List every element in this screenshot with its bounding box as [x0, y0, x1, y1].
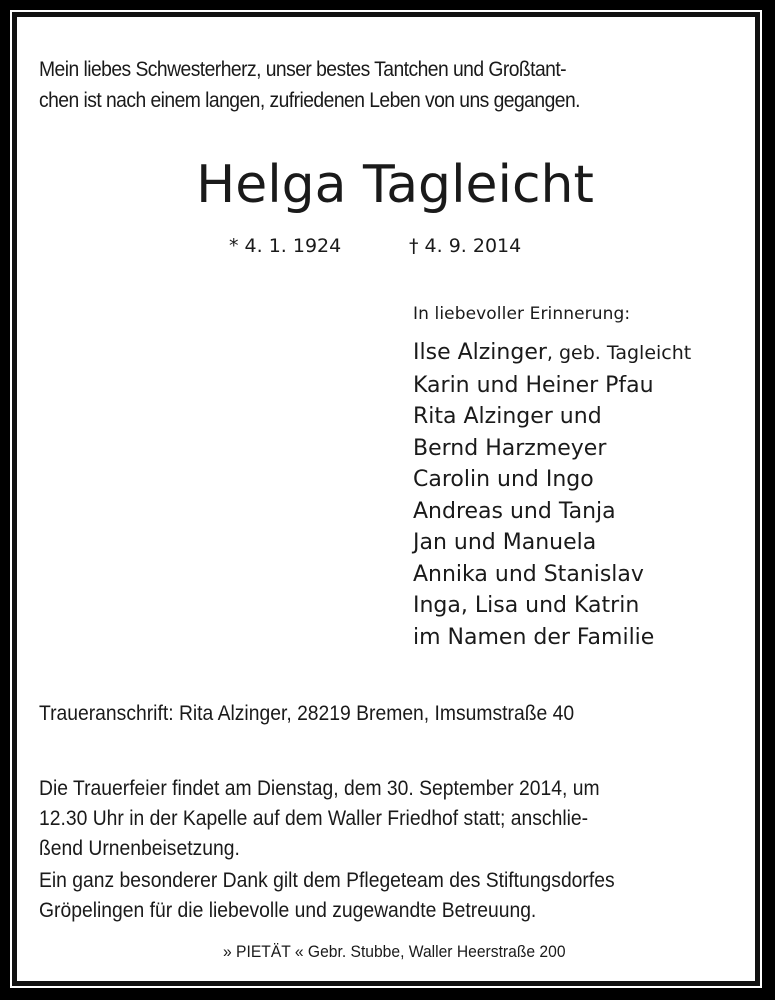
- mourner-line: [413, 337, 691, 370]
- mourner-line: Bernd Harzmeyer: [413, 435, 607, 461]
- mourner-line: Jan und Manuela: [413, 530, 597, 555]
- mourners-block: [413, 301, 691, 653]
- mourner-line: Karin und Heiner Pfau: [413, 372, 654, 398]
- mourner-name: Ilse Alzinger: [413, 340, 547, 365]
- mourner-line: Rita Alzinger und: [413, 404, 602, 429]
- mourners-heading: In liebevoller Erinnerung:: [413, 304, 631, 324]
- ceremony-line: 12.30 Uhr in der Kapelle auf dem Waller Friedhof statt; anschlie-: [39, 807, 589, 830]
- undertaker-credit: » PIETÄT « Gebr. Stubbe, Waller Heerstraße 200: [223, 942, 566, 961]
- mourner-line: im Namen der Familie: [413, 624, 655, 650]
- thanks-note: [39, 866, 766, 926]
- intro-line: chen ist nach einem langen, zufriedenen Leben von uns gegangen.: [39, 89, 580, 112]
- deceased-name: Helga Tagleicht: [196, 155, 594, 215]
- mourner-line: Inga, Lisa und Katrin: [413, 593, 640, 618]
- birth-date: * 4. 1. 1924: [229, 235, 342, 257]
- intro-text: [39, 54, 692, 116]
- thanks-line: Ein ganz besonderer Dank gilt dem Pflegeteam des Stiftungsdorfes: [39, 869, 615, 892]
- mourner-maiden-name: , geb. Tagleicht: [546, 342, 692, 364]
- obituary-outer-border: [10, 10, 762, 988]
- mourner-line: Annika und Stanislav: [413, 561, 644, 587]
- obituary-inner-border: [12, 12, 760, 986]
- thanks-line: Gröpelingen für die liebevolle und zugewandte Betreuung.: [39, 899, 537, 922]
- mourning-address: Traueranschrift: Rita Alzinger, 28219 Bremen, Imsumstraße 40: [39, 702, 575, 725]
- intro-line: Mein liebes Schwesterherz, unser bestes Tantchen und Großtant-: [39, 58, 567, 81]
- death-date: † 4. 9. 2014: [409, 235, 522, 257]
- ceremony-info: [39, 774, 766, 864]
- mourner-line: Andreas und Tanja: [413, 498, 616, 524]
- mourner-line: Carolin und Ingo: [413, 467, 594, 492]
- ceremony-line: ßend Urnenbeisetzung.: [39, 837, 240, 860]
- obituary-content: [17, 17, 755, 981]
- ceremony-line: Die Trauerfeier findet am Dienstag, dem 30. September 2014, um: [39, 777, 600, 800]
